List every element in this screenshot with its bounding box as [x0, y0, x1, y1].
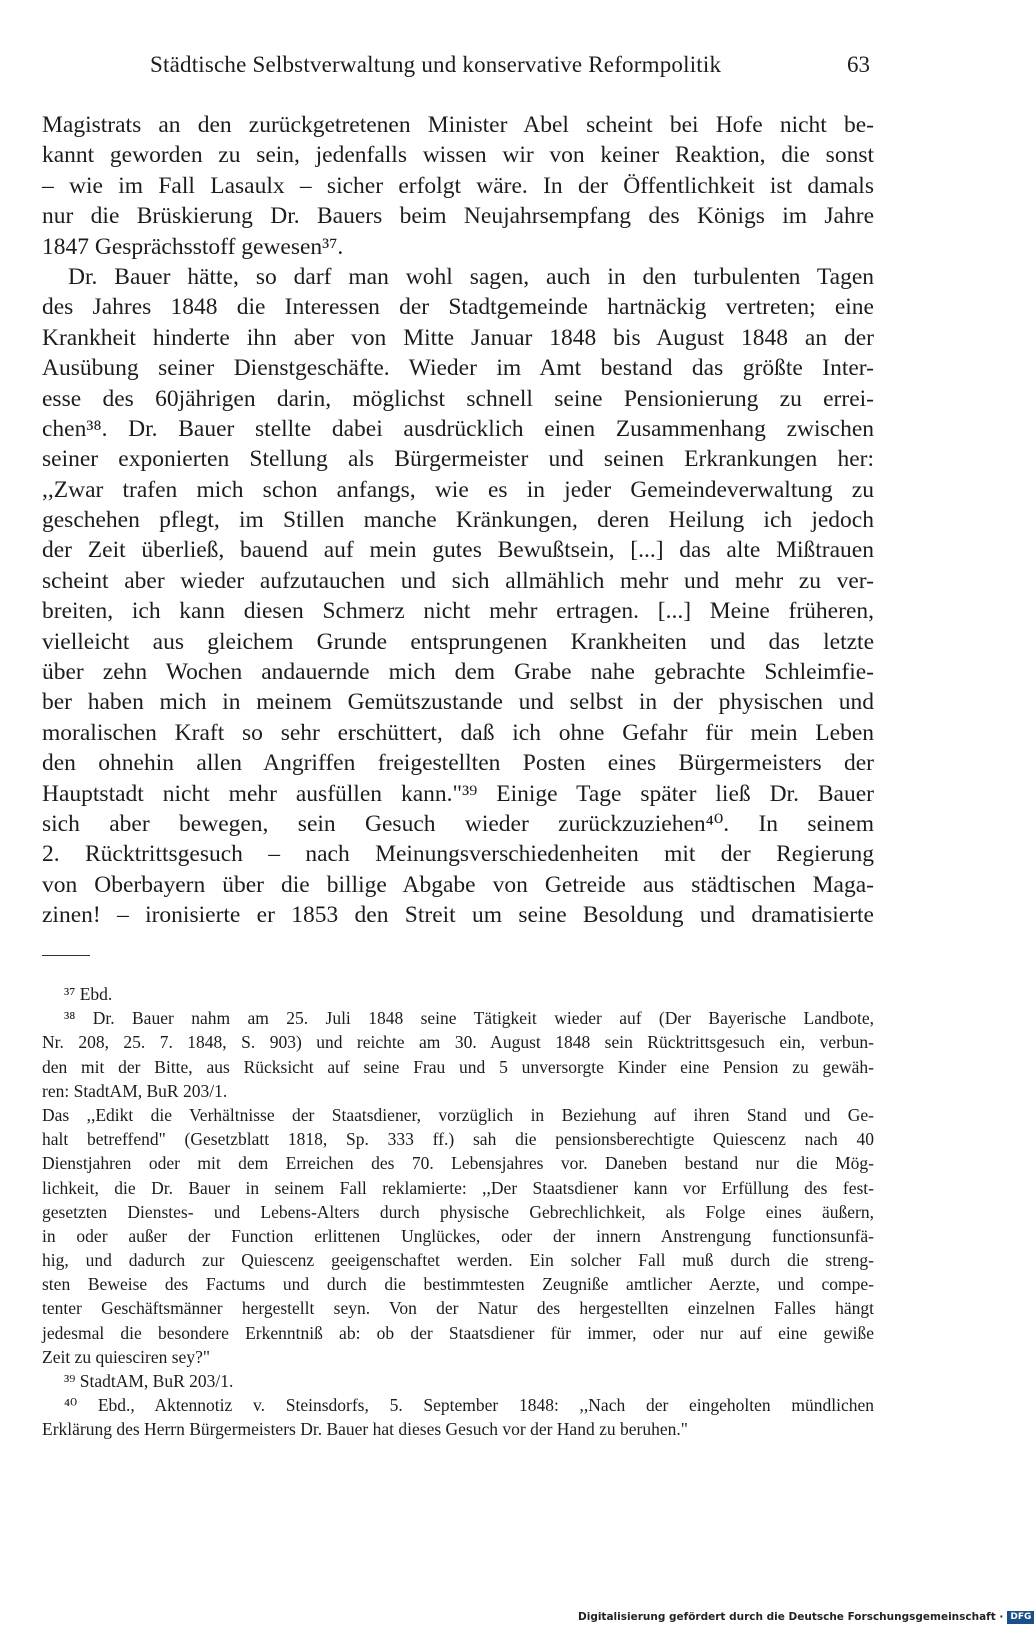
body-line: chen³⁸. Dr. Bauer stellte dabei ausdrücklich einen Zusammenhang zwischen [42, 415, 874, 442]
credit-text: Digitalisierung gefördert durch die Deutsche Forschungsgemeinschaft · [578, 1611, 1004, 1623]
footnote-line: halt betreffend" (Gesetzblatt 1818, Sp. 333 ff.) sah die pensionsberechtigte Quiescenz nach 40 [42, 1129, 874, 1150]
footnote-line: Erklärung des Herrn Bürgermeisters Dr. Bauer hat dieses Gesuch vor der Hand zu beruhen." [42, 1419, 688, 1440]
body-line: zinen! – ironisierte er 1853 den Streit um seine Besoldung und dramatisierte [42, 902, 874, 929]
footnote-line: in oder außer der Function erlittenen Unglückes, oder der innern Anstrengung functionsunfä- [42, 1225, 874, 1246]
body-line: moralischen Kraft so sehr erschüttert, daß ich ohne Gefahr für mein Leben [42, 719, 874, 746]
footnote-line: Nr. 208, 25. 7. 1848, S. 903) und reichte am 30. August 1848 sein Rücktrittsgesuch ein, verbun- [42, 1032, 874, 1053]
body-line: vielleicht aus gleichem Grunde entsprungenen Krankheiten und das letzte [42, 628, 874, 655]
page-number: 63 [847, 52, 870, 77]
running-head: Städtische Selbstverwaltung und konservative Reformpolitik [150, 52, 722, 77]
footnote-line: ³⁸ Dr. Bauer nahm am 25. Juli 1848 seine Tätigkeit wieder auf (Der Bayerische Landbote, [64, 1008, 874, 1029]
footnote-line: Dienstjahren oder mit dem Erreichen des 70. Lebensjahres vor. Daneben bestand nur die Mög- [42, 1153, 874, 1174]
body-line: den ohnehin allen Angriffen freigestellten Posten eines Bürgermeisters der [42, 750, 874, 777]
footnote-line: lichkeit, die Dr. Bauer in seinem Fall reklamierte: ,,Der Staatsdiener kann vor Erfüllung des fest- [42, 1177, 874, 1198]
body-line: kannt geworden zu sein, jedenfalls wissen wir von keiner Reaktion, die sonst [42, 142, 874, 169]
footnote-line: den mit der Bitte, aus Rücksicht auf seine Frau und 5 unversorgte Kinder eine Pension zu gewäh- [42, 1056, 874, 1077]
body-line: der Zeit überließ, bauend auf mein gutes Bewußtsein, [...] das alte Mißtrauen [42, 537, 874, 564]
footnote-divider [42, 955, 90, 956]
body-line: Hauptstadt nicht mehr ausfüllen kann."³⁹ Einige Tage später ließ Dr. Bauer [42, 780, 874, 807]
body-line: des Jahres 1848 die Interessen der Stadtgemeinde hartnäckig vertreten; eine [42, 294, 874, 321]
footnote-line: Das ,,Edikt die Verhältnisse der Staatsdiener, vorzüglich in Beziehung auf ihren Stand und Ge- [42, 1104, 874, 1125]
footnote-line: jedesmal die besondere Erkenntniß ab: ob der Staatsdiener für immer, oder nur auf eine gewiße [42, 1322, 874, 1343]
footnote-line: hig, und dadurch zur Quiescenz geeigenschaftet werden. Ein solcher Fall muß durch die streng- [42, 1250, 874, 1271]
footnote-line: sten Beweise des Factums und durch die bestimmtesten Zeugniße amtlicher Aerzte, und compe- [42, 1274, 874, 1295]
footnote-line: Zeit zu quiesciren sey?" [42, 1346, 210, 1367]
body-line: Magistrats an den zurückgetretenen Minister Abel scheint bei Hofe nicht be- [42, 112, 874, 138]
footnote-line: tenter Geschäftsmänner hergestellt seyn. Von der Natur des hergestellten einzelnen Falles hängt [42, 1298, 874, 1319]
footnotes [42, 982, 874, 1442]
body-line: nur die Brüskierung Dr. Bauers beim Neujahrsempfang des Königs im Jahre [42, 203, 874, 230]
footnote-line: ³⁷ Ebd. [64, 984, 113, 1004]
body-line: scheint aber wieder aufzutauchen und sich allmählich mehr und mehr zu ver- [42, 567, 874, 594]
footnote-line: ⁴⁰ Ebd., Aktennotiz v. Steinsdorfs, 5. September 1848: ,,Nach der eingeholten mündlichen [64, 1395, 874, 1416]
body-line: von Oberbayern über die billige Abgabe von Getreide aus städtischen Maga- [42, 871, 874, 898]
body-line: Krankheit hinderte ihn aber von Mitte Januar 1848 bis August 1848 an der [42, 324, 874, 351]
body-line: ,,Zwar trafen mich schon anfangs, wie es in jeder Gemeindeverwaltung zu [42, 476, 874, 503]
digitization-credit [578, 1608, 1032, 1626]
body-line: 1847 Gesprächsstoff gewesen³⁷. [42, 233, 344, 260]
footnote-line: ren: StadtAM, BuR 203/1. [42, 1080, 228, 1101]
body-line: seiner exponierten Stellung als Bürgermeister und seinen Erkrankungen her: [42, 446, 874, 473]
body-line: Ausübung seiner Dienstgeschäfte. Wieder im Amt bestand das größte Inter- [42, 355, 874, 382]
footnote-line: gesetzten Dienstes- und Lebens-Alters durch physische Gebrechlichkeit, als Folge eines äußern, [42, 1201, 874, 1222]
body-line: – wie im Fall Lasaulx – sicher erfolgt wäre. In der Öffentlichkeit ist damals [42, 172, 874, 199]
footnote-line: ³⁹ StadtAM, BuR 203/1. [64, 1371, 234, 1391]
body-line: esse des 60jährigen darin, möglichst schnell seine Pensionierung zu errei- [42, 385, 874, 412]
body-line: ber haben mich in meinem Gemütszustande und selbst in der physischen und [42, 689, 874, 716]
body-line: breiten, ich kann diesen Schmerz nicht mehr ertragen. [...] Meine früheren, [42, 598, 874, 625]
body-line: Dr. Bauer hätte, so darf man wohl sagen, auch in den turbulenten Tagen [68, 263, 874, 290]
body-text [42, 110, 874, 931]
dfg-logo: DFG [1007, 1611, 1034, 1624]
body-line: 2. Rücktrittsgesuch – nach Meinungsverschiedenheiten mit der Regierung [42, 841, 874, 868]
body-line: sich aber bewegen, sein Gesuch wieder zurückzuziehen⁴⁰. In seinem [42, 810, 874, 837]
body-line: geschehen pflegt, im Stillen manche Kränkungen, deren Heilung ich jedoch [42, 507, 874, 534]
body-line: über zehn Wochen andauernde mich dem Grabe nahe gebrachte Schleimfie- [42, 659, 874, 686]
